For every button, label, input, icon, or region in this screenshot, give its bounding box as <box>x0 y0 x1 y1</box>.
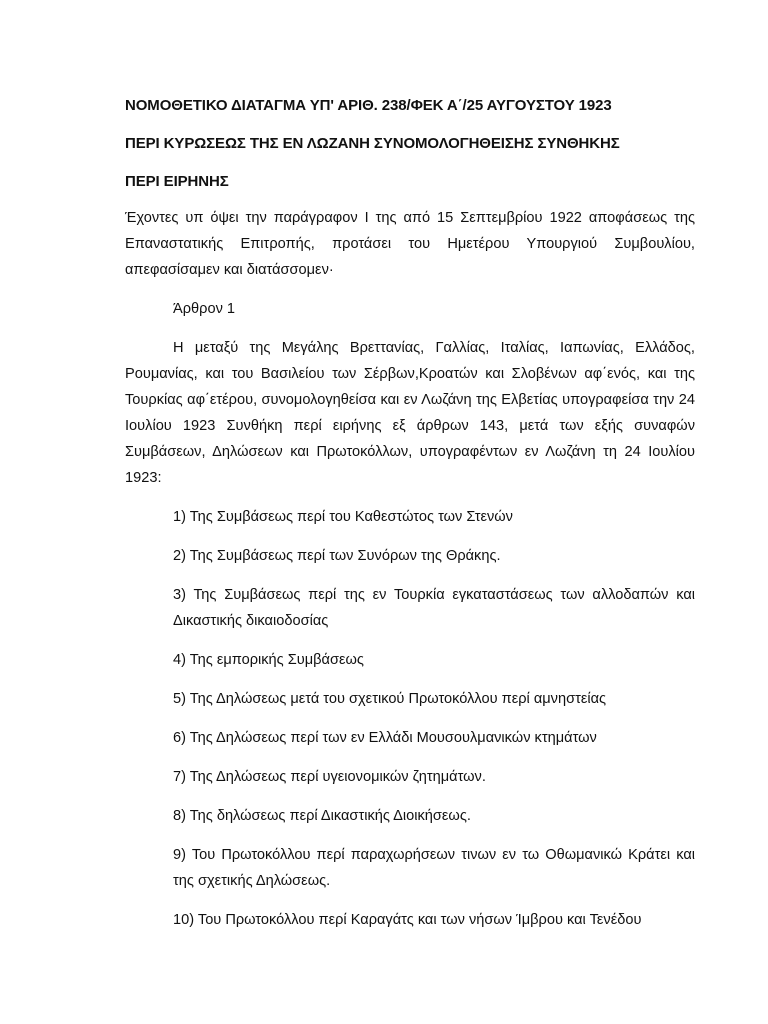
document-subtitle: ΠΕΡΙ ΚΥΡΩΣΕΩΣ ΤΗΣ ΕΝ ΛΩΖΑΝΗ ΣΥΝΟΜΟΛΟΓΗΘΕΙΣΗΣ ΣΥΝΘΗΚΗΣ <box>125 135 620 152</box>
article-title: Άρθρον 1 <box>173 301 236 317</box>
list-item: 6) Της Δηλώσεως περί των εν Ελλάδι Μουσουλμανικών κτημάτων <box>173 730 597 746</box>
list-item: 3) Της Συμβάσεως περί της εν Τουρκία εγκαταστάσεως των αλλοδαπών και Δικαστικής δικαιοδοσίας <box>173 587 695 629</box>
list-item: 8) Της δηλώσεως περί Δικαστικής Διοικήσεως. <box>173 808 471 824</box>
list-item: 5) Της Δηλώσεως μετά του σχετικού Πρωτοκόλλου περί αμνηστείας <box>173 691 607 707</box>
article-paragraph: Η μεταξύ της Μεγάλης Βρεττανίας, Γαλλίας, Ιταλίας, Ιαπωνίας, Ελλάδος, Ρουμανίας, και του Βασιλείου των Σέρβων,Κροατών και Σλοβένων αφ΄ενός, και της Τουρκίας αφ΄ετέρου, συνομολογηθείσα και εν Λωζάνη της Ελβετίας υπογραφείσα την 24 Ιουλίου 1923 Συνθήκη περί ειρήνης εξ άρθρων 143, μετά των εξής συναφών Συμβάσεων, Δηλώσεων και Πρωτοκόλλων, υπογραφέντων εν Λωζάνη τη 24 Ιουλίου 1923: <box>125 340 695 486</box>
list-item: 7) Της Δηλώσεως περί υγειονομικών ζητημάτων. <box>173 769 486 785</box>
list-item: 10) Του Πρωτοκόλλου περί Καραγάτς και των νήσων Ίμβρου και Τενέδου <box>173 912 642 928</box>
document-subtitle-2: ΠΕΡΙ ΕΙΡΗΝΗΣ <box>125 173 229 190</box>
list-item: 2) Της Συμβάσεως περί των Συνόρων της Θράκης. <box>173 548 501 564</box>
list-item: 4) Της εμπορικής Συμβάσεως <box>173 652 364 668</box>
list-item: 9) Του Πρωτοκόλλου περί παραχωρήσεων τινων εν τω Οθωμανικώ Κράτει και της σχετικής Δηλώσεως. <box>173 847 695 889</box>
document-body <box>125 96 695 946</box>
list-item: 1) Της Συμβάσεως περί του Καθεστώτος των Στενών <box>173 509 513 525</box>
convention-list <box>125 504 695 933</box>
intro-paragraph: Έχοντες υπ όψει την παράγραφον Ι της από 15 Σεπτεμβρίου 1922 αποφάσεως της Επαναστατικής Επιτροπής, προτάσει του Ημετέρου Υπουργιού Συμβουλίου, απεφασίσαμεν και διατάσσομεν· <box>125 210 695 278</box>
document-title: ΝΟΜΟΘΕΤΙΚΟ ΔΙΑΤΑΓΜΑ ΥΠ' ΑΡΙΘ. 238/ΦΕΚ Α΄/25 ΑΥΓΟΥΣΤΟΥ 1923 <box>125 97 612 114</box>
